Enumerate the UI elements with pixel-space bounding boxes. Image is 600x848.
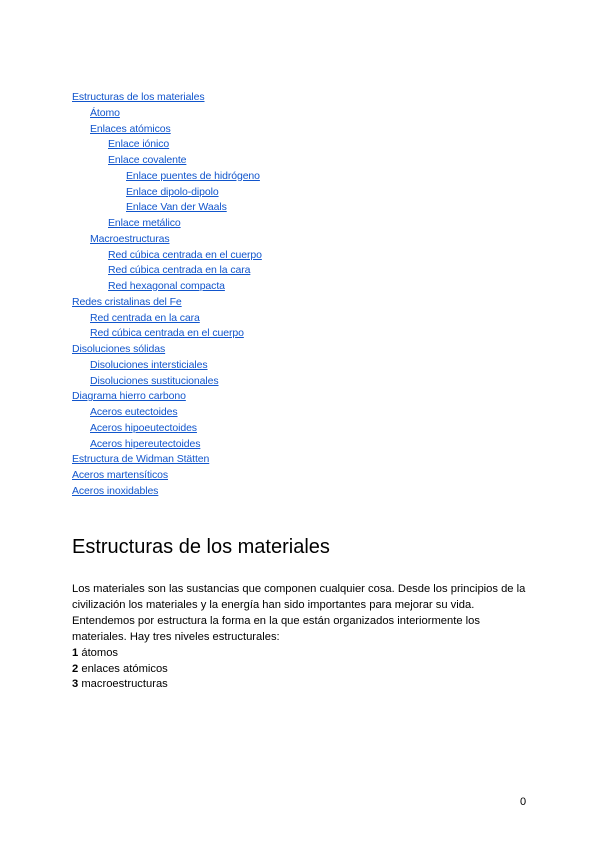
toc-link[interactable]: Aceros martensíticos — [72, 469, 169, 481]
page-number: 0 — [520, 796, 527, 808]
list-item — [72, 677, 532, 693]
list-item-text: enlaces atómicos — [81, 662, 168, 675]
section-body — [72, 582, 532, 693]
toc-link[interactable]: Enlace Van der Waals — [126, 201, 227, 214]
toc-link[interactable]: Red cúbica centrada en la cara — [108, 264, 251, 277]
toc-link[interactable]: Estructuras de los materiales — [72, 91, 205, 103]
toc-link[interactable]: Red cúbica centrada en el cuerpo — [90, 327, 244, 340]
toc-link[interactable]: Aceros inoxidables — [72, 484, 159, 497]
toc-link[interactable]: Estructura de Widman Stätten — [72, 453, 210, 466]
toc-link[interactable]: Enlace puentes de hidrógeno — [126, 169, 260, 182]
toc-link[interactable]: Disoluciones intersticiales — [90, 358, 208, 371]
toc-link[interactable]: Enlaces atómicos — [90, 122, 171, 135]
toc-link[interactable]: Red hexagonal compacta — [108, 280, 225, 292]
toc-link[interactable]: Enlace dipolo-dipolo — [126, 185, 219, 198]
toc-link[interactable]: Disoluciones sólidas — [72, 343, 166, 355]
list-item — [72, 662, 532, 678]
toc-link[interactable]: Enlace covalente — [108, 154, 187, 166]
toc-link[interactable]: Diagrama hierro carbono — [72, 390, 186, 403]
table-of-contents — [72, 90, 552, 500]
list-item-text: macroestructuras — [81, 678, 168, 691]
list-item-number: 3 — [72, 678, 79, 691]
toc-link[interactable]: Macroestructuras — [90, 232, 170, 245]
section-heading: Estructuras de los materiales — [72, 536, 330, 558]
toc-link[interactable]: Átomo — [90, 106, 120, 119]
toc-link[interactable]: Aceros hipereutectoides — [90, 437, 201, 450]
toc-link[interactable]: Disoluciones sustitucionales — [90, 374, 219, 387]
toc-link[interactable]: Aceros eutectoides — [90, 406, 178, 418]
list-item-text: átomos — [81, 646, 119, 659]
toc-link[interactable]: Enlace metálico — [108, 217, 181, 229]
toc-link[interactable]: Enlace iónico — [108, 138, 170, 151]
list-item-number: 1 — [72, 646, 79, 659]
toc-link[interactable]: Aceros hipoeutectoides — [90, 421, 197, 434]
toc-link[interactable]: Red cúbica centrada en el cuerpo — [108, 248, 262, 261]
intro-paragraph: Los materiales son las sustancias que componen cualquier cosa. Desde los principios de la civilización los materiales y la energía han sido importantes para mejorar su vida. Entendemos por estructura la forma en la que están organizados interiormente los materiales. Hay tres niveles estructurales: — [72, 583, 526, 643]
toc-link[interactable]: Redes cristalinas del Fe — [72, 295, 182, 308]
list-item-number: 2 — [72, 662, 79, 675]
toc-link[interactable]: Red centrada en la cara — [90, 311, 200, 324]
list-item — [72, 646, 532, 662]
